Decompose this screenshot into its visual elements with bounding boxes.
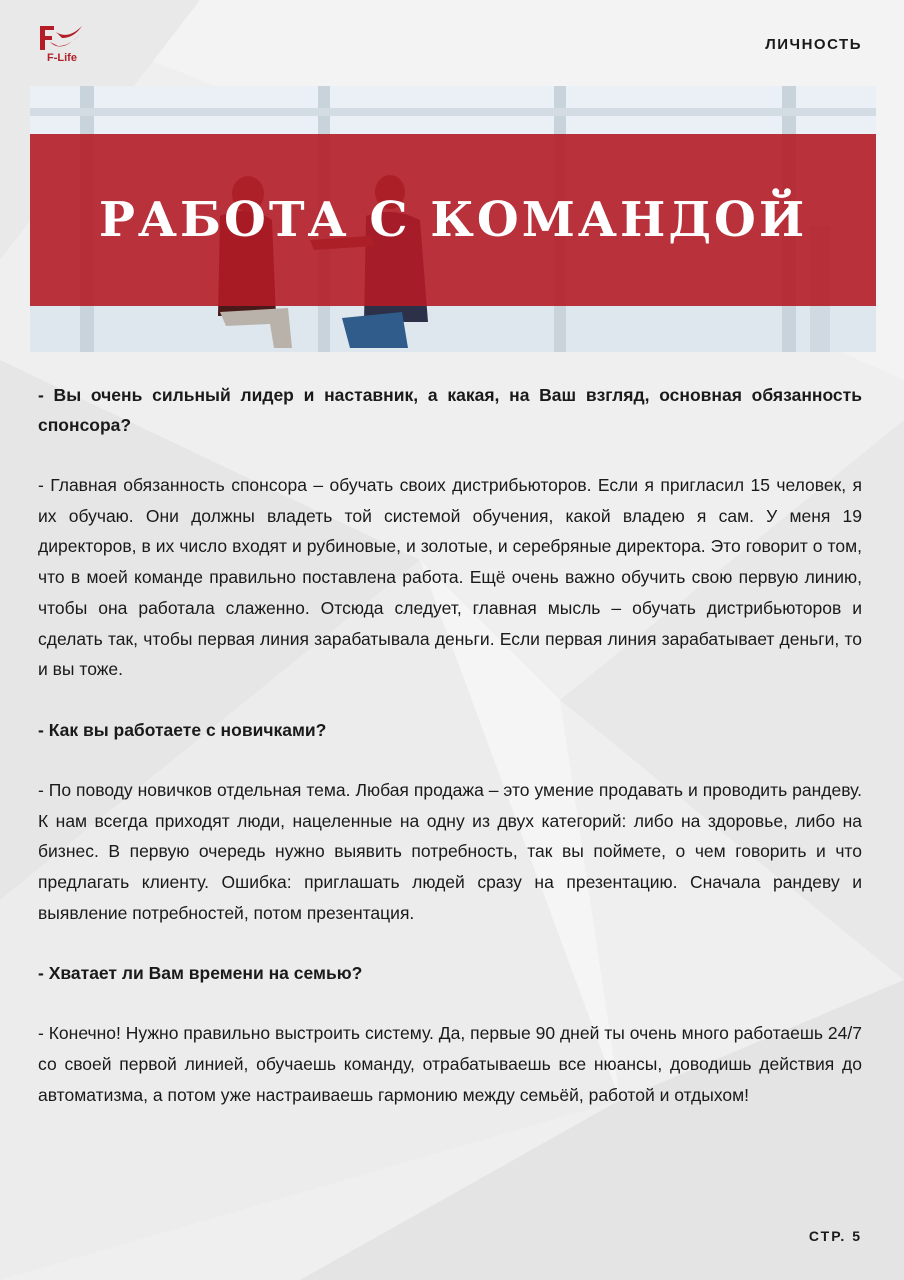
logo-text: F-Life xyxy=(47,52,77,64)
question-3: - Хватает ли Вам времени на семью? xyxy=(38,963,363,984)
page-number: СТР. 5 xyxy=(808,1228,862,1244)
interview-content xyxy=(38,380,862,1141)
question-1: - Вы очень сильный лидер и наставник, а какая, на Ваш взгляд, основная обязанность спонсора? xyxy=(38,385,862,435)
answer-2: - По поводу новичков отдельная тема. Любая продажа – это умение продавать и проводить рандеву. К нам всегда приходят люди, нацеленные на одну из двух категорий: либо на здоровье, либо на бизнес. В первую очередь нужно выявить потребность, так вы поймете, о чем говорить и что предлагать клиенту. Ошибка: приглашать людей сразу на презентацию. Сначала рандеву и выявление потребностей, потом презентация. xyxy=(38,779,862,923)
page-title: РАБОТА С КОМАНДОЙ xyxy=(98,192,808,248)
hero-banner xyxy=(30,86,876,352)
answer-1: - Главная обязанность спонсора – обучать своих дистрибьюторов. Если я пригласил 15 человек, я их обучаю. Они должны владеть той системой обучения, какой владею я сам. У меня 19 директоров, в их число входят и рубиновые, и золотые, и серебряные директора. Это говорит о том, что в моей команде правильно поставлена работа. Ещё очень важно обучить свою первую линию, чтобы она работала слаженно. Отсюда следует, главная мысль – обучать дистрибьюторов и сделать так, чтобы первая линия зарабатывала деньги. Если первая линия зарабатывает деньги, то и вы тоже. xyxy=(38,475,862,680)
question-2: - Как вы работаете с новичками? xyxy=(38,719,327,740)
section-label: ЛИЧНОСТЬ xyxy=(765,36,862,53)
answer-3: - Конечно! Нужно правильно выстроить систему. Да, первые 90 дней ты очень много работаешь 24/7 со своей первой линией, обучаешь команду, отрабатываешь все нюансы, доводишь действия до автоматизма, а потом уже настраиваешь гармонию между семьёй, работой и отдыхом! xyxy=(38,1023,862,1105)
